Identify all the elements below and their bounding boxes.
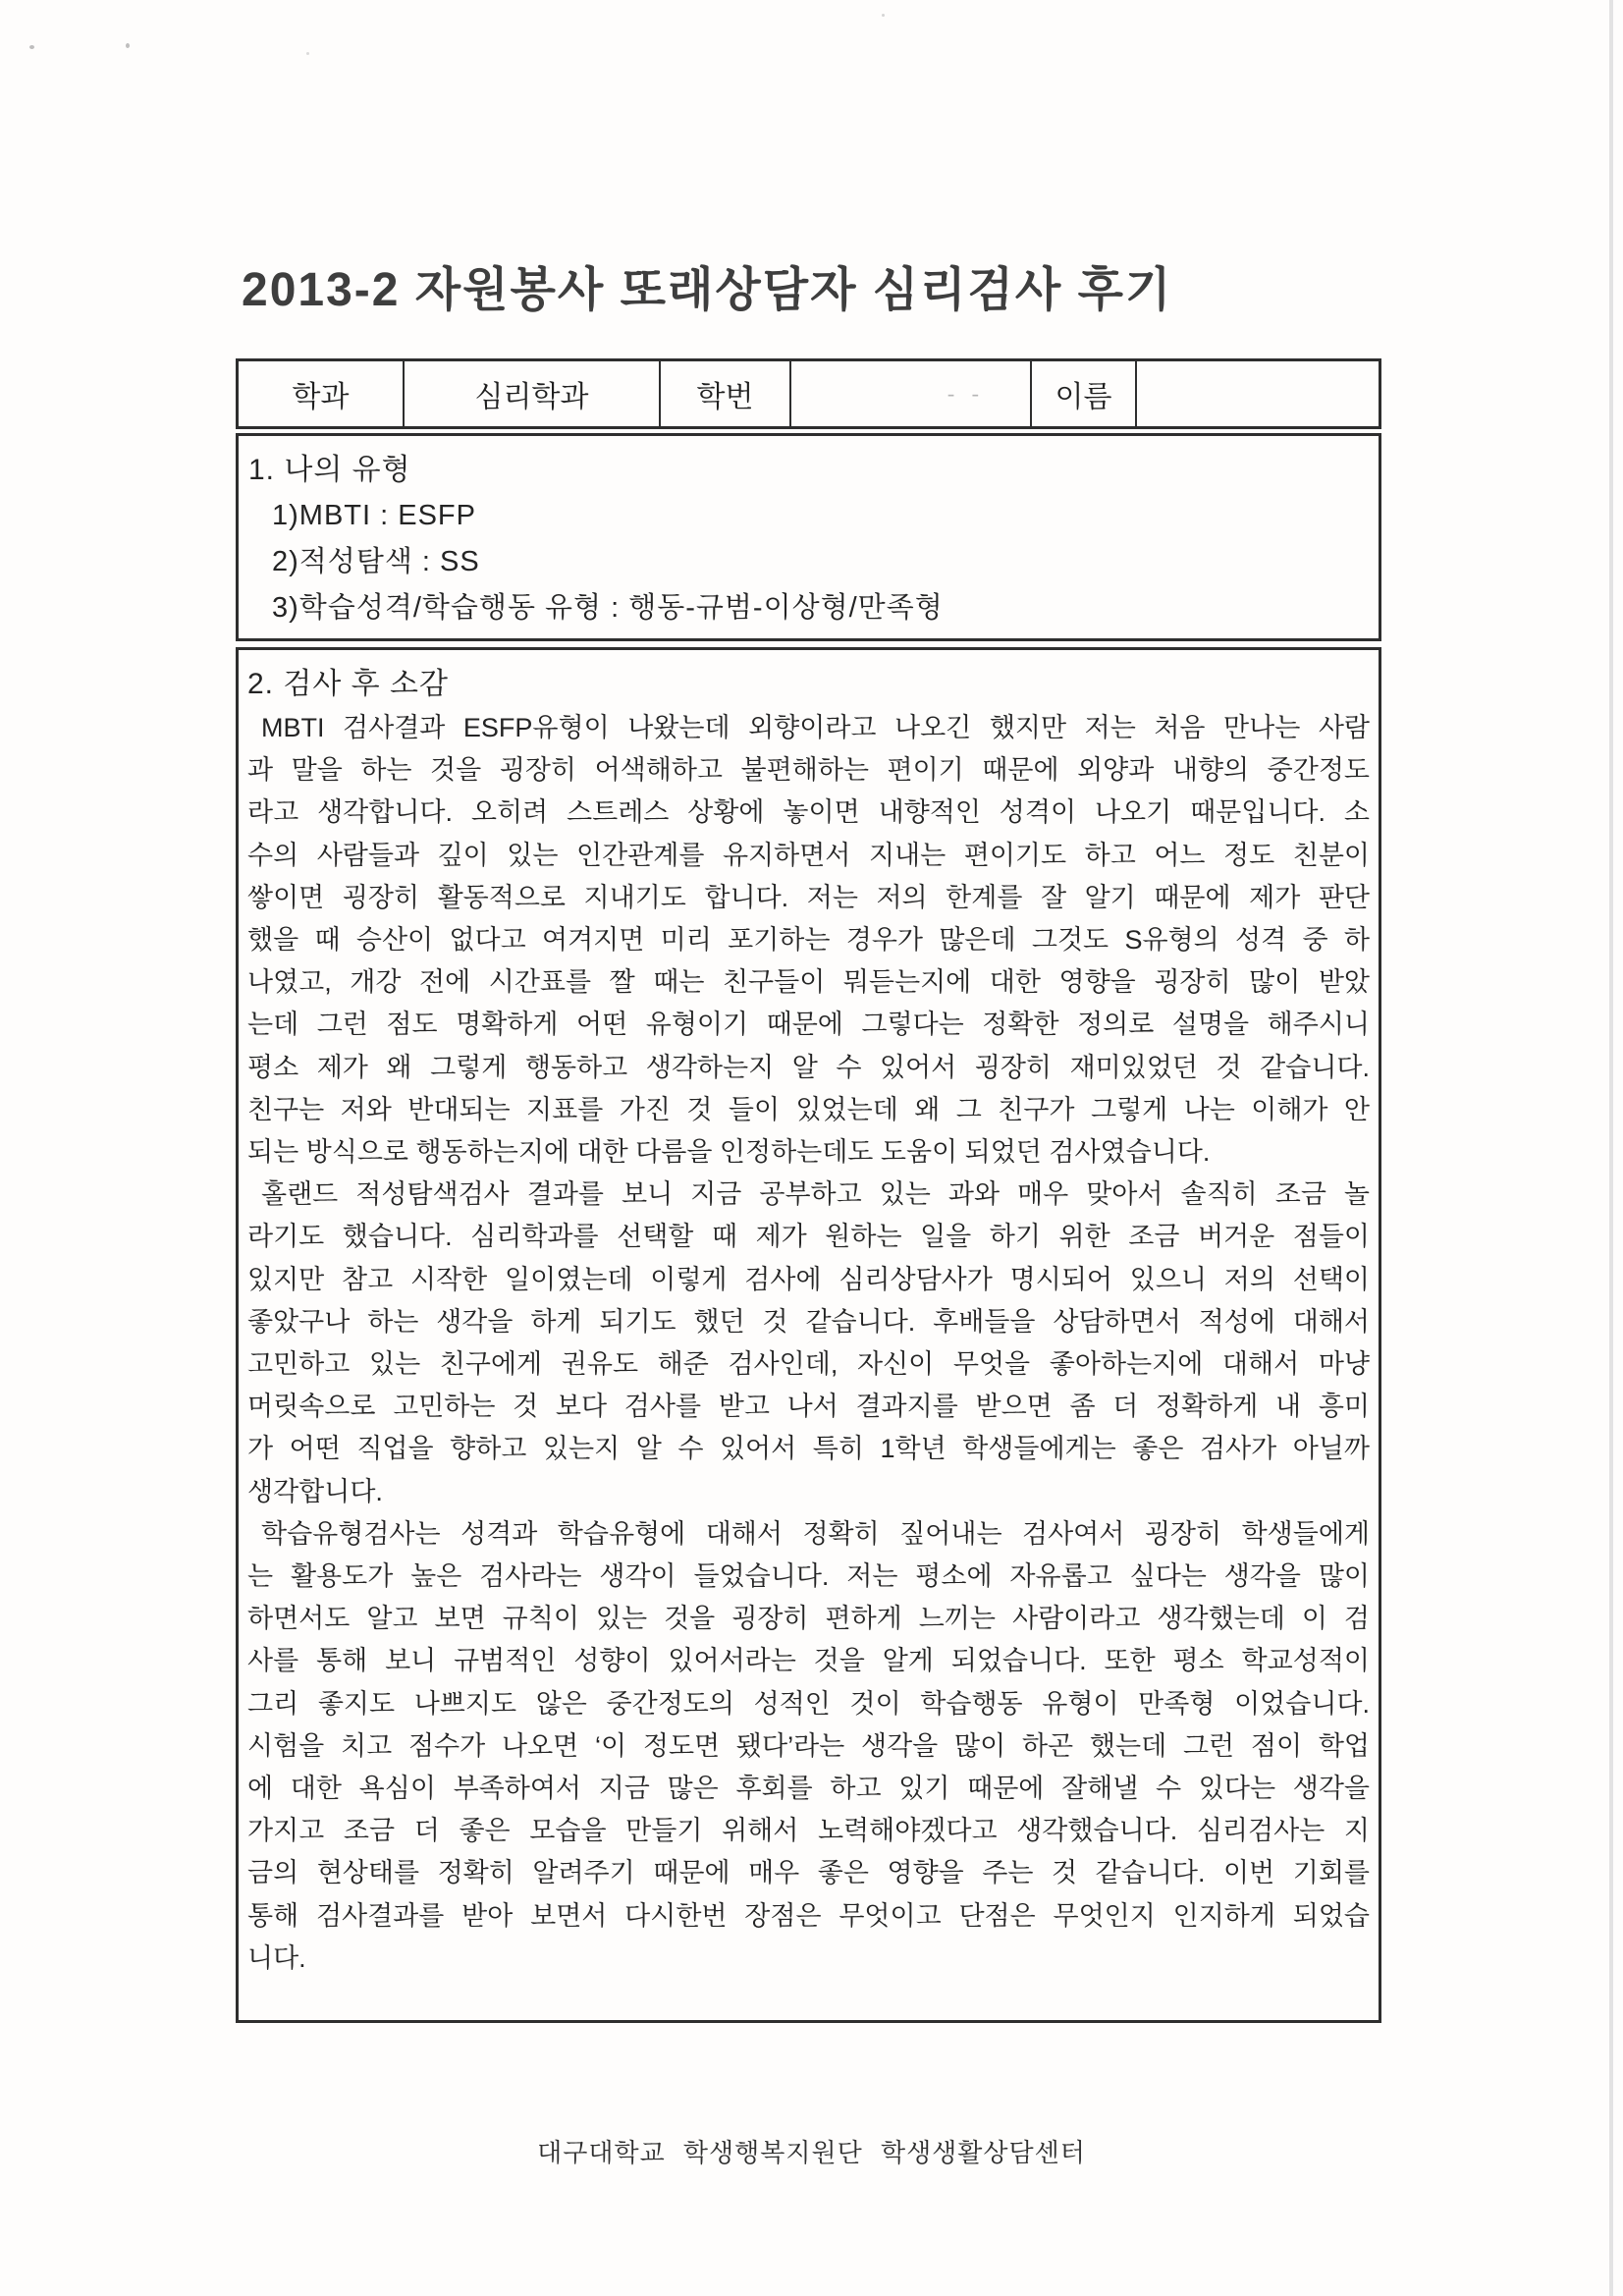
review-line: 사를 통해 보니 규범적인 성향이 있어서라는 것을 알게 되었습니다. 또한 평소 학교성적이 bbox=[247, 1646, 1370, 1676]
type-item: 1)MBTI : ESFP bbox=[272, 500, 476, 531]
review-line: 있지만 참고 시작한 일이였는데 이렇게 검사에 심리상담사가 명시되어 있으니 저의 선택이 bbox=[247, 1264, 1370, 1294]
review-paragraph bbox=[247, 707, 1370, 1174]
review-line: 되는 방식으로 행동하는지에 대한 다름을 인정하는데도 도움이 되었던 검사였습니다. bbox=[247, 1137, 1211, 1168]
review-line: 했을 때 승산이 없다고 여겨지면 미리 포기하는 경우가 많은데 그것도 S유형의 성격 중 하 bbox=[247, 925, 1370, 956]
review-line: 쌓이면 굉장히 활동적으로 지내기도 합니다. 저는 저의 한계를 잘 알기 때문에 제가 판단 bbox=[247, 882, 1370, 912]
review-line: 친구는 저와 반대되는 지표를 가진 것 들이 있었는데 왜 그 친구가 그렇게 나는 이해가 안 bbox=[247, 1094, 1370, 1124]
type-item-list bbox=[248, 493, 1369, 631]
review-line: 가 어떤 직업을 향하고 있는지 알 수 있어서 특히 1학년 학생들에게는 좋은 검사가 아닐까 bbox=[247, 1434, 1370, 1464]
review-line: 그리 좋지도 나쁘지도 않은 중간정도의 성적인 것이 학습행동 유형이 만족형 이었습니다. bbox=[247, 1688, 1370, 1719]
scan-speck bbox=[882, 14, 885, 17]
document-title: 2013-2 자원봉사 또래상담자 심리검사 후기 bbox=[242, 264, 1173, 316]
scan-speck bbox=[306, 52, 309, 55]
section-my-type bbox=[236, 433, 1381, 641]
section-my-type-heading: 1. 나의 유형 bbox=[248, 454, 411, 486]
dept-label-cell: 학과 bbox=[239, 361, 405, 426]
review-line: 머릿속으로 고민하는 것 보다 검사를 받고 나서 결과지를 받으면 좀 더 정확하게 내 흥미 bbox=[247, 1392, 1370, 1422]
review-line: 고민하고 있는 친구에게 권유도 해준 검사인데, 자신이 무엇을 좋아하는지에 대해서 마냥 bbox=[247, 1349, 1370, 1380]
review-line: 홀랜드 적성탐색검사 결과를 보니 지금 공부하고 있는 과와 매우 맞아서 솔직히 조금 놀 bbox=[261, 1179, 1370, 1210]
scan-speck bbox=[29, 45, 34, 49]
review-line: 시험을 치고 점수가 나오면 ‘이 정도면 됐다’라는 생각을 많이 하곤 했는데 그런 점이 학업 bbox=[247, 1730, 1370, 1761]
header-table bbox=[236, 358, 1381, 429]
review-line: 학습유형검사는 성격과 학습유형에 대해서 정확히 짚어내는 검사여서 굉장히 학생들에게 bbox=[261, 1518, 1370, 1549]
section-review-heading: 2. 검사 후 소감 bbox=[247, 668, 449, 700]
review-line: 는 활용도가 높은 검사라는 생각이 들었습니다. 저는 평소에 자유롭고 싶다는 생각을 많이 bbox=[247, 1561, 1370, 1592]
review-line: MBTI 검사결과 ESFP유형이 나왔는데 외향이라고 나오긴 했지만 저는 처음 만나는 사람 bbox=[261, 713, 1370, 742]
review-line: 금의 현상태를 정확히 알려주기 때문에 매우 좋은 영향을 주는 것 같습니다. 이번 기회를 bbox=[247, 1858, 1370, 1888]
review-line: 라기도 했습니다. 심리학과를 선택할 때 제가 원하는 일을 하기 위한 조금 버거운 점들이 bbox=[247, 1222, 1370, 1252]
review-line: 는데 그런 점도 명확하게 어떤 유형이기 때문에 그렇다는 정확한 정의로 설명을 해주시니 bbox=[247, 1010, 1370, 1040]
section-review bbox=[236, 647, 1381, 2023]
footer-org: 대구대학교 학생행복지원단 학생생활상담센터 bbox=[537, 2138, 1086, 2167]
student-id-label-cell: 학번 bbox=[661, 361, 791, 426]
dept-value-cell: 심리학과 bbox=[405, 361, 661, 426]
review-line: 수의 사람들과 깊이 있는 인간관계를 유지하면서 지내는 편이기도 하고 어느 정도 친분이 bbox=[247, 840, 1370, 870]
review-line: 라고 생각합니다. 오히려 스트레스 상황에 놓이면 내향적인 성격이 나오기 때문입니다. 소 bbox=[247, 797, 1370, 828]
review-line: 하면서도 알고 보면 규칙이 있는 것을 굉장히 편하게 느끼는 사람이라고 생각했는데 이 검 bbox=[247, 1604, 1370, 1634]
scan-edge-shadow bbox=[1609, 0, 1613, 2296]
review-line: 가지고 조금 더 좋은 모습을 만들기 위해서 노력해야겠다고 생각했습니다. 심리검사는 지 bbox=[247, 1816, 1370, 1846]
review-line: 에 대한 욕심이 부족하여서 지금 많은 후회를 하고 있기 때문에 잘해낼 수 있다는 생각을 bbox=[247, 1774, 1370, 1804]
review-body bbox=[247, 707, 1370, 1980]
student-id-value-cell: - - bbox=[791, 361, 1032, 426]
name-label-cell: 이름 bbox=[1032, 361, 1137, 426]
scan-speck bbox=[126, 43, 130, 48]
review-paragraph bbox=[247, 1513, 1370, 1980]
review-line: 생각합니다. bbox=[247, 1476, 383, 1506]
review-line: 나였고, 개강 전에 시간표를 짤 때는 친구들이 뭐듣는지에 대한 영향을 굉장히 많이 받았 bbox=[247, 967, 1370, 998]
type-item: 3)학습성격/학습행동 유형 : 행동-규범-이상형/만족형 bbox=[272, 592, 944, 624]
review-line: 과 말을 하는 것을 굉장히 어색해하고 불편해하는 편이기 때문에 외양과 내향의 중간정도 bbox=[247, 755, 1370, 786]
review-line: 니다. bbox=[247, 1942, 306, 1973]
type-item: 2)적성탐색 : SS bbox=[272, 546, 480, 577]
review-line: 통해 검사결과를 받아 보면서 다시한번 장점은 무엇이고 단점은 무엇인지 인지하게 되었습 bbox=[247, 1900, 1370, 1931]
review-line: 좋았구나 하는 생각을 하게 되기도 했던 것 같습니다. 후배들을 상담하면서 적성에 대해서 bbox=[247, 1306, 1370, 1337]
name-value-cell bbox=[1137, 361, 1384, 426]
review-paragraph bbox=[247, 1174, 1370, 1513]
review-line: 평소 제가 왜 그렇게 행동하고 생각하는지 알 수 있어서 굉장히 재미있었던 것 같습니다. bbox=[247, 1052, 1370, 1082]
